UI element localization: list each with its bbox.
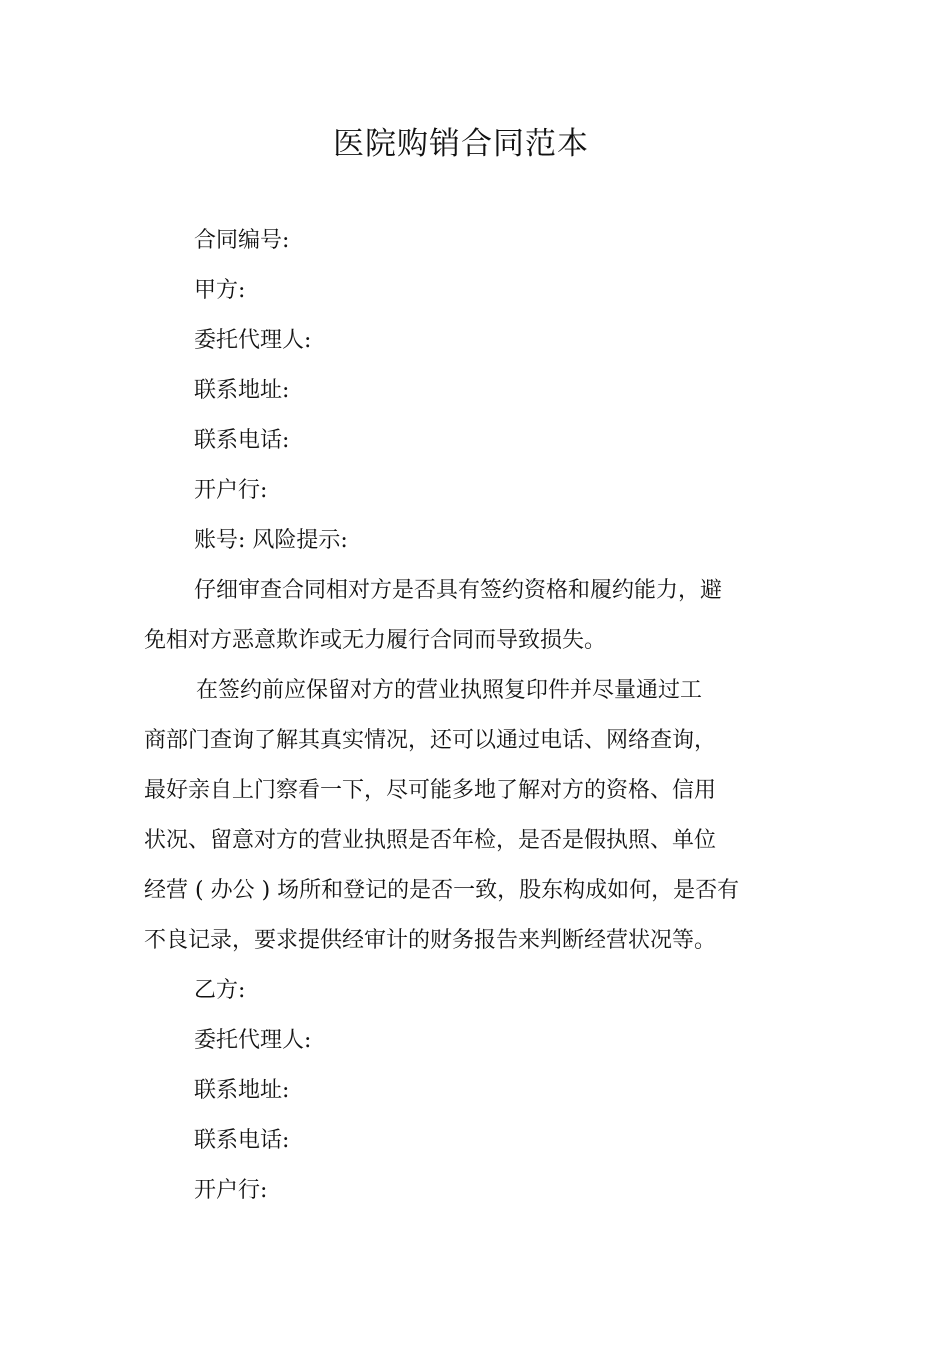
field-party-b-address: 联系地址: xyxy=(194,1078,290,1103)
paragraph-line: 状况、留意对方的营业执照是否年检，是否是假执照、单位 xyxy=(144,828,717,853)
field-party-b: 乙方: xyxy=(194,978,246,1003)
paragraph-line: 在签约前应保留对方的营业执照复印件并尽量通过工 xyxy=(196,678,703,703)
field-party-a-agent: 委托代理人: xyxy=(194,328,312,353)
field-party-a-address: 联系地址: xyxy=(194,378,290,403)
document-title: 医院购销合同范本 xyxy=(333,126,589,162)
field-party-a-phone: 联系电话: xyxy=(194,428,290,453)
field-party-a-bank: 开户行: xyxy=(194,478,268,503)
field-party-b-bank: 开户行: xyxy=(194,1178,268,1203)
document-body xyxy=(144,216,764,1216)
field-party-a-account-risk: 账号: 风险提示: xyxy=(194,528,348,553)
field-party-a: 甲方: xyxy=(194,278,246,303)
risk-paragraph-1 xyxy=(144,566,764,666)
risk-paragraph-2 xyxy=(144,666,764,966)
field-party-b-agent: 委托代理人: xyxy=(194,1028,312,1053)
paragraph-line: 最好亲自上门察看一下，尽可能多地了解对方的资格、信用 xyxy=(144,778,717,803)
paragraph-line: 免相对方恶意欺诈或无力履行合同而导致损失。 xyxy=(144,628,607,653)
paragraph-line: 仔细审查合同相对方是否具有签约资格和履约能力，避 xyxy=(194,578,723,603)
paragraph-line: 商部门查询了解其真实情况，还可以通过电话、网络查询， xyxy=(144,728,717,753)
paragraph-line: 经营 ( 办公 ) 场所和登记的是否一致，股东构成如何，是否有 xyxy=(144,878,740,903)
field-party-b-phone: 联系电话: xyxy=(194,1128,290,1153)
paragraph-line: 不良记录，要求提供经审计的财务报告来判断经营状况等。 xyxy=(144,928,717,953)
field-contract-number: 合同编号: xyxy=(194,228,290,253)
